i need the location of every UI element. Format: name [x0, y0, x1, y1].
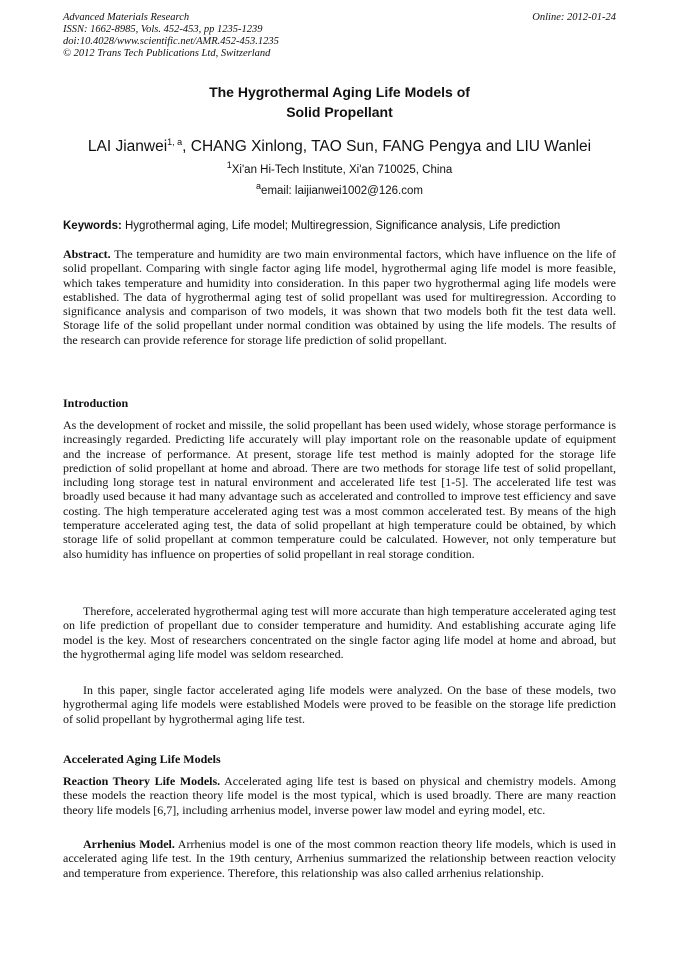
reaction-theory-label: Reaction Theory Life Models. [63, 774, 221, 788]
arrhenius-text: Arrhenius model is one of the most common reaction theory life models, which is used in accelerated aging life test. In the 19th century, Arrhenius summarized the relationship between reaction velocity and temperature from experience. Therefore, this relationship was also called arrhenius relationship. [63, 837, 616, 880]
introduction-heading: Introduction [63, 396, 129, 410]
introduction-paragraph-2: Therefore, accelerated hygrothermal aging test will more accurate than high temperature accelerated aging test on life prediction of propellant due to consider temperature and humidity. And establishing accurate aging life model is the key. Most of researchers concentrated on the single factor aging life model at home and abroad, but the hygrothermal aging life model was seldom researched. [63, 604, 616, 661]
email-line [63, 181, 616, 198]
first-author: LAI Jianwei [87, 138, 168, 155]
issn-line: ISSN: 1662-8985, Vols. 452-453, pp 1235-1239 [63, 24, 263, 35]
other-authors: , CHANG Xinlong, TAO Sun, FANG Pengya and LIU Wanlei [182, 138, 592, 155]
abstract-label: Abstract. [63, 247, 111, 261]
introduction-paragraph-3: In this paper, single factor accelerated aging life models were analyzed. On the base of these models, two hygrothermal aging life models were established Models were proved to be feasible on the storage life prediction of solid propellant by hygrothermal aging life test. [63, 683, 616, 726]
doi-line: doi:10.4028/www.scientific.net/AMR.452-453.1235 [63, 36, 279, 47]
email-text: email: laijianwei1002@126.com [261, 185, 423, 197]
keywords-text: Hygrothermal aging, Life model; Multiregression, Significance analysis, Life prediction [121, 220, 561, 232]
affiliation-mark: 1 [226, 160, 232, 171]
affiliation-text: Xi'an Hi-Tech Institute, Xi'an 710025, China [231, 164, 453, 176]
author-list [63, 137, 616, 157]
affiliation [63, 160, 616, 177]
copyright-line: © 2012 Trans Tech Publications Ltd, Switzerland [63, 48, 271, 59]
keywords-label: Keywords: [63, 220, 122, 232]
journal-name: Advanced Materials Research [63, 12, 190, 23]
paper-title [63, 82, 616, 122]
email-mark: a [256, 181, 262, 192]
first-author-marks: 1, a [167, 136, 183, 147]
reaction-theory-paragraph [63, 774, 616, 817]
abstract [63, 247, 616, 347]
introduction-paragraph-1: As the development of rocket and missile, the solid propellant has been used widely, whose storage performance is increasingly regarded. Predicting life accurately will play important role on the reasonable update of equipment and the increase of performance. At present, storage life test method is mainly adopted for the storage life prediction of solid propellant at home and abroad. There are two methods for storage life test of solid propellant, including long storage test in natural environment and accelerated life test [1-5]. The accelerated life test was broadly used because it had many advantage such as accelerated and controlled to improve test efficiency and save costing. The high temperature accelerated aging test was a most common accelerated test. By means of the high temperature accelerated aging test, the data of solid propellant at high temperature could be obtained, by which storage life of solid propellant at common temperature could be calculated. However, not only temperature but also humidity has influence on properties of solid propellant in real storage condition. [63, 418, 616, 561]
reaction-theory-text: Accelerated aging life test is based on physical and chemistry models. Among these models the reaction theory life model is the most typical, which is used broadly. There are many reaction theory life models [6,7], including arrhenius model, inverse power law model and eyring model, etc. [63, 774, 617, 817]
journal-header [63, 12, 616, 60]
abstract-text: The temperature and humidity are two main environmental factors, which have influence on the life of solid propellant. Comparing with single factor aging life model, hygrothermal aging life model is more feasible, which takes temperature and humidity into consideration. In this paper two hygrothermal aging life models were established. The data of hygrothermal aging test of solid propellant was used for multiregression. According to significance analysis and comparison of two models, it was shown that two models both fit the test data well. Storage life of the solid propellant under normal condition was obtained by using the life models. The results of the research can provide reference for storage life prediction of solid propellant. [63, 247, 616, 347]
arrhenius-label: Arrhenius Model. [83, 837, 175, 851]
keywords [63, 219, 616, 233]
online-date: Online: 2012-01-24 [532, 12, 616, 23]
title-line-1: The Hygrothermal Aging Life Models of [209, 84, 470, 100]
accelerated-heading: Accelerated Aging Life Models [63, 752, 221, 766]
title-line-2: Solid Propellant [286, 104, 393, 120]
arrhenius-paragraph [63, 837, 616, 880]
